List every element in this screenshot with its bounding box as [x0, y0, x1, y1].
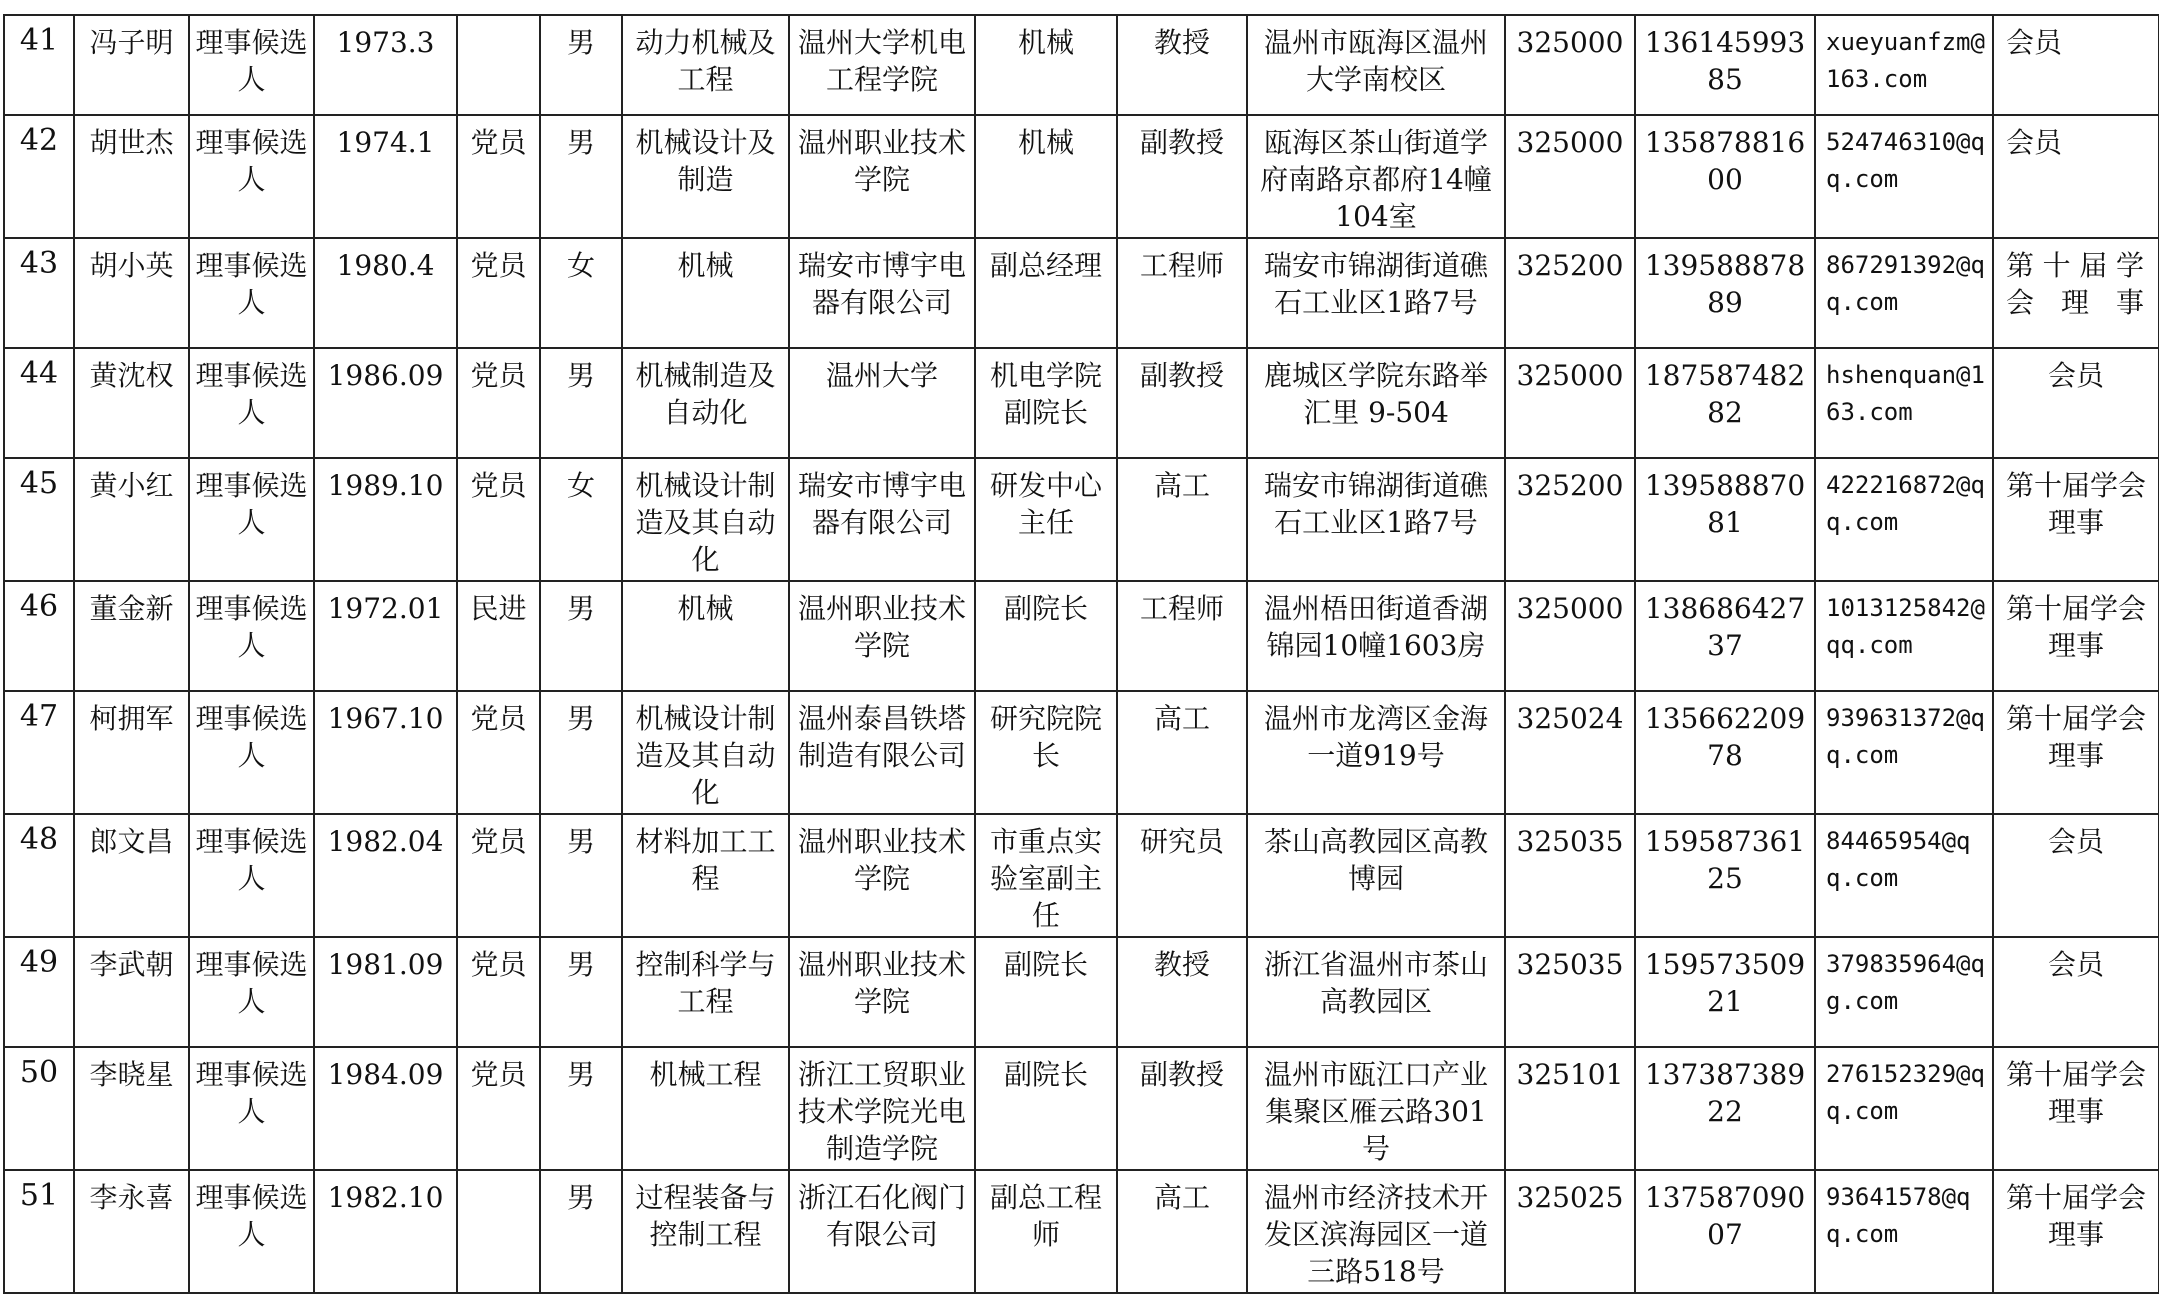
candidate-status-cell: 理事候选人: [189, 937, 314, 1047]
candidate-status-cell: 理事候选人: [189, 458, 314, 581]
phone-cell: 13738738922: [1635, 1047, 1815, 1170]
address-cell: 温州市瓯江口产业集聚区雁云路301号: [1247, 1047, 1505, 1170]
address-cell: 瓯海区茶山街道学府南路京都府14幢104室: [1247, 115, 1505, 238]
phone-cell: 13758709007: [1635, 1170, 1815, 1293]
email-cell: 867291392@qq.com: [1815, 238, 1993, 348]
name-cell: 胡小英: [74, 238, 189, 348]
name-cell: 黄小红: [74, 458, 189, 581]
table-row: [4, 581, 2159, 691]
table-row: [4, 937, 2159, 1047]
professional-title-cell: 教授: [1117, 15, 1247, 115]
professional-title-cell: 副教授: [1117, 1047, 1247, 1170]
table-row: [4, 238, 2159, 348]
candidate-status-cell: 理事候选人: [189, 238, 314, 348]
gender-cell: 男: [540, 814, 622, 937]
membership-role-cell: 第十届学会理事: [1993, 458, 2159, 581]
party-cell: 党员: [457, 691, 540, 814]
membership-role-cell: 会员: [1993, 937, 2159, 1047]
gender-cell: 男: [540, 115, 622, 238]
table-row: [4, 691, 2159, 814]
email-cell: 524746310@qq.com: [1815, 115, 1993, 238]
email-cell: 276152329@qq.com: [1815, 1047, 1993, 1170]
work-unit-cell: 温州职业技术学院: [789, 937, 975, 1047]
position-cell: 副院长: [975, 937, 1117, 1047]
membership-role-cell: 会员: [1993, 814, 2159, 937]
phone-cell: 13566220978: [1635, 691, 1815, 814]
position-cell: 副总经理: [975, 238, 1117, 348]
address-cell: 温州梧田街道香湖锦园10幢1603房: [1247, 581, 1505, 691]
candidate-status-cell: 理事候选人: [189, 581, 314, 691]
major-cell: 材料加工工程: [622, 814, 789, 937]
professional-title-cell: 高工: [1117, 691, 1247, 814]
phone-cell: 13868642737: [1635, 581, 1815, 691]
position-cell: 副院长: [975, 581, 1117, 691]
major-cell: 机械设计制造及其自动化: [622, 458, 789, 581]
email-cell: xueyuanfzm@163.com: [1815, 15, 1993, 115]
party-cell: 民进: [457, 581, 540, 691]
membership-role-cell: 第十届学会理事: [1993, 1047, 2159, 1170]
candidate-status-cell: 理事候选人: [189, 115, 314, 238]
row-index: 49: [4, 937, 74, 1047]
address-cell: 浙江省温州市茶山高教园区: [1247, 937, 1505, 1047]
gender-cell: 男: [540, 581, 622, 691]
row-index: 46: [4, 581, 74, 691]
email-cell: 379835964@qg.com: [1815, 937, 1993, 1047]
professional-title-cell: 高工: [1117, 1170, 1247, 1293]
row-index: 44: [4, 348, 74, 458]
name-cell: 柯拥军: [74, 691, 189, 814]
name-cell: 李晓星: [74, 1047, 189, 1170]
row-index: 41: [4, 15, 74, 115]
position-cell: 副总工程师: [975, 1170, 1117, 1293]
address-cell: 鹿城区学院东路举汇里 9-504: [1247, 348, 1505, 458]
work-unit-cell: 温州大学: [789, 348, 975, 458]
major-cell: 机械: [622, 581, 789, 691]
position-cell: 机械: [975, 15, 1117, 115]
postcode-cell: 325000: [1505, 15, 1635, 115]
birth-date-cell: 1982.10: [314, 1170, 457, 1293]
membership-role-cell: 第十届学会理事: [1993, 1170, 2159, 1293]
gender-cell: 女: [540, 238, 622, 348]
major-cell: 机械制造及自动化: [622, 348, 789, 458]
birth-date-cell: 1974.1: [314, 115, 457, 238]
postcode-cell: 325101: [1505, 1047, 1635, 1170]
professional-title-cell: 高工: [1117, 458, 1247, 581]
professional-title-cell: 研究员: [1117, 814, 1247, 937]
table-row: [4, 15, 2159, 115]
row-index: 42: [4, 115, 74, 238]
gender-cell: 男: [540, 1170, 622, 1293]
postcode-cell: 325035: [1505, 937, 1635, 1047]
membership-role-cell: 会员: [1993, 348, 2159, 458]
phone-cell: 13958887081: [1635, 458, 1815, 581]
party-cell: 党员: [457, 238, 540, 348]
candidate-status-cell: 理事候选人: [189, 814, 314, 937]
postcode-cell: 325024: [1505, 691, 1635, 814]
major-cell: 控制科学与工程: [622, 937, 789, 1047]
table-row: [4, 115, 2159, 238]
position-cell: 机电学院副院长: [975, 348, 1117, 458]
table-row: [4, 1047, 2159, 1170]
membership-role-cell: 会员: [1993, 15, 2159, 115]
work-unit-cell: 浙江工贸职业技术学院光电制造学院: [789, 1047, 975, 1170]
name-cell: 胡世杰: [74, 115, 189, 238]
birth-date-cell: 1973.3: [314, 15, 457, 115]
gender-cell: 男: [540, 691, 622, 814]
phone-cell: 15958736125: [1635, 814, 1815, 937]
email-cell: hshenquan@163.com: [1815, 348, 1993, 458]
work-unit-cell: 温州职业技术学院: [789, 581, 975, 691]
phone-cell: 13614599385: [1635, 15, 1815, 115]
row-index: 48: [4, 814, 74, 937]
birth-date-cell: 1980.4: [314, 238, 457, 348]
party-cell: 党员: [457, 937, 540, 1047]
phone-cell: 13958887889: [1635, 238, 1815, 348]
gender-cell: 男: [540, 937, 622, 1047]
major-cell: 过程装备与控制工程: [622, 1170, 789, 1293]
gender-cell: 男: [540, 15, 622, 115]
address-cell: 温州市经济技术开发区滨海园区一道三路518号: [1247, 1170, 1505, 1293]
email-cell: 422216872@qq.com: [1815, 458, 1993, 581]
address-cell: 温州市龙湾区金海一道919号: [1247, 691, 1505, 814]
birth-date-cell: 1989.10: [314, 458, 457, 581]
candidate-status-cell: 理事候选人: [189, 348, 314, 458]
birth-date-cell: 1982.04: [314, 814, 457, 937]
professional-title-cell: 教授: [1117, 937, 1247, 1047]
postcode-cell: 325200: [1505, 238, 1635, 348]
party-cell: 党员: [457, 115, 540, 238]
row-index: 47: [4, 691, 74, 814]
row-index: 51: [4, 1170, 74, 1293]
gender-cell: 女: [540, 458, 622, 581]
table-row: [4, 814, 2159, 937]
work-unit-cell: 瑞安市博宇电器有限公司: [789, 238, 975, 348]
party-cell: 党员: [457, 814, 540, 937]
major-cell: 机械工程: [622, 1047, 789, 1170]
name-cell: 李永喜: [74, 1170, 189, 1293]
name-cell: 冯子明: [74, 15, 189, 115]
postcode-cell: 325035: [1505, 814, 1635, 937]
membership-role-cell: 会员: [1993, 115, 2159, 238]
work-unit-cell: 温州大学机电工程学院: [789, 15, 975, 115]
work-unit-cell: 温州职业技术学院: [789, 115, 975, 238]
address-cell: 瑞安市锦湖街道礁石工业区1路7号: [1247, 458, 1505, 581]
major-cell: 动力机械及工程: [622, 15, 789, 115]
party-cell: 党员: [457, 458, 540, 581]
row-index: 50: [4, 1047, 74, 1170]
name-cell: 李武朝: [74, 937, 189, 1047]
work-unit-cell: 温州职业技术学院: [789, 814, 975, 937]
work-unit-cell: 浙江石化阀门有限公司: [789, 1170, 975, 1293]
email-cell: 84465954@qq.com: [1815, 814, 1993, 937]
email-cell: 1013125842@qq.com: [1815, 581, 1993, 691]
position-cell: 市重点实验室副主任: [975, 814, 1117, 937]
position-cell: 研发中心主任: [975, 458, 1117, 581]
name-cell: 黄沈权: [74, 348, 189, 458]
email-cell: 93641578@qq.com: [1815, 1170, 1993, 1293]
postcode-cell: 325025: [1505, 1170, 1635, 1293]
professional-title-cell: 副教授: [1117, 115, 1247, 238]
postcode-cell: 325000: [1505, 581, 1635, 691]
phone-cell: 18758748282: [1635, 348, 1815, 458]
work-unit-cell: 瑞安市博宇电器有限公司: [789, 458, 975, 581]
party-cell: 党员: [457, 348, 540, 458]
row-index: 43: [4, 238, 74, 348]
candidate-status-cell: 理事候选人: [189, 1170, 314, 1293]
membership-role-cell: 第十届学会理事: [1993, 238, 2159, 348]
membership-role-cell: 第十届学会理事: [1993, 581, 2159, 691]
phone-cell: 13587881600: [1635, 115, 1815, 238]
candidate-status-cell: 理事候选人: [189, 15, 314, 115]
table-row: [4, 458, 2159, 581]
position-cell: 研究院院长: [975, 691, 1117, 814]
address-cell: 温州市瓯海区温州大学南校区: [1247, 15, 1505, 115]
birth-date-cell: 1984.09: [314, 1047, 457, 1170]
party-cell: [457, 1170, 540, 1293]
professional-title-cell: 副教授: [1117, 348, 1247, 458]
phone-cell: 15957350921: [1635, 937, 1815, 1047]
postcode-cell: 325000: [1505, 348, 1635, 458]
birth-date-cell: 1981.09: [314, 937, 457, 1047]
membership-role-cell: 第十届学会理事: [1993, 691, 2159, 814]
birth-date-cell: 1972.01: [314, 581, 457, 691]
table-row: [4, 1170, 2159, 1293]
name-cell: 董金新: [74, 581, 189, 691]
position-cell: 机械: [975, 115, 1117, 238]
party-cell: 党员: [457, 1047, 540, 1170]
member-table: [3, 14, 2159, 1294]
professional-title-cell: 工程师: [1117, 581, 1247, 691]
candidate-status-cell: 理事候选人: [189, 1047, 314, 1170]
party-cell: [457, 15, 540, 115]
email-cell: 939631372@qq.com: [1815, 691, 1993, 814]
gender-cell: 男: [540, 1047, 622, 1170]
gender-cell: 男: [540, 348, 622, 458]
candidate-status-cell: 理事候选人: [189, 691, 314, 814]
postcode-cell: 325000: [1505, 115, 1635, 238]
professional-title-cell: 工程师: [1117, 238, 1247, 348]
birth-date-cell: 1986.09: [314, 348, 457, 458]
birth-date-cell: 1967.10: [314, 691, 457, 814]
major-cell: 机械设计及制造: [622, 115, 789, 238]
position-cell: 副院长: [975, 1047, 1117, 1170]
major-cell: 机械设计制造及其自动化: [622, 691, 789, 814]
address-cell: 瑞安市锦湖街道礁石工业区1路7号: [1247, 238, 1505, 348]
name-cell: 郎文昌: [74, 814, 189, 937]
postcode-cell: 325200: [1505, 458, 1635, 581]
row-index: 45: [4, 458, 74, 581]
table-body: [4, 15, 2159, 1293]
address-cell: 茶山高教园区高教博园: [1247, 814, 1505, 937]
major-cell: 机械: [622, 238, 789, 348]
table-row: [4, 348, 2159, 458]
work-unit-cell: 温州泰昌铁塔制造有限公司: [789, 691, 975, 814]
